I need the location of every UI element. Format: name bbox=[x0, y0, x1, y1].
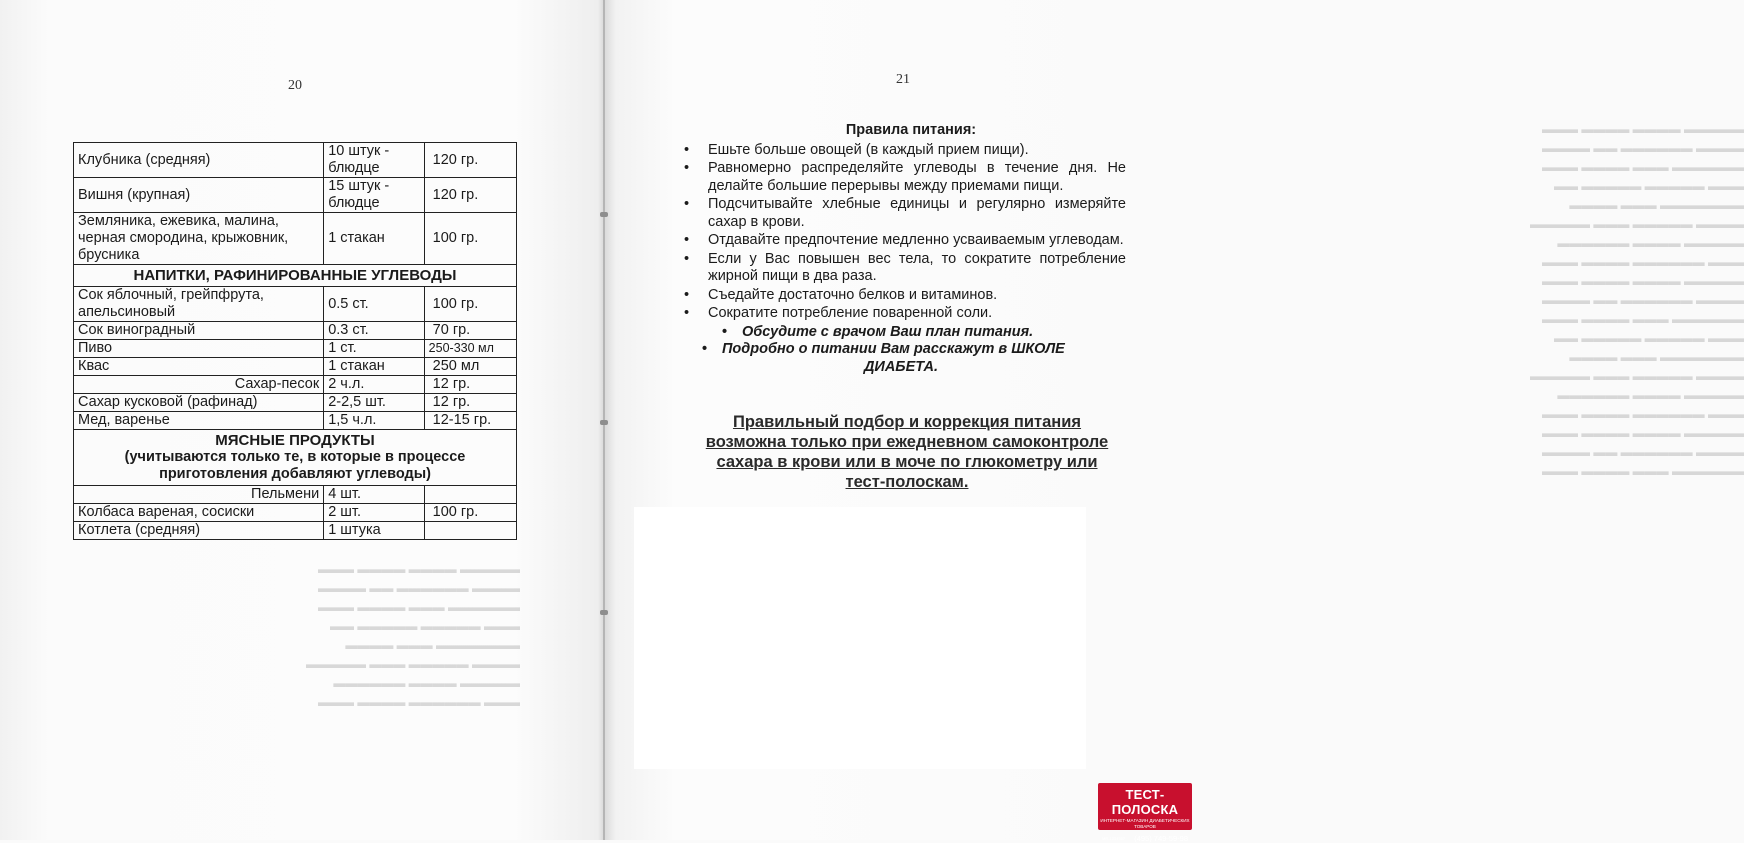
weight-cell bbox=[424, 522, 516, 540]
list-item: • Ешьте больше овощей (в каждый прием пищи). bbox=[684, 141, 1029, 158]
product-cell: Клубника (средняя) bbox=[74, 143, 324, 178]
weight-cell: 120 гр. bbox=[424, 178, 516, 213]
list-item: • Съедайте достаточно белков и витаминов. bbox=[684, 286, 998, 303]
table-row bbox=[74, 358, 517, 376]
weight-cell: 100 гр. bbox=[424, 287, 516, 322]
watermark-footer bbox=[1098, 834, 1192, 843]
emphasis-item: • Обсудите с врачом Ваш план питания. bbox=[722, 323, 1034, 340]
product-cell: Квас bbox=[74, 358, 324, 376]
table-section-header bbox=[74, 430, 517, 486]
table-row bbox=[74, 376, 517, 394]
quantity-cell: 10 штук - блюдце bbox=[324, 143, 424, 178]
page-number-right: 21 bbox=[896, 72, 910, 87]
watermark-phone: (495) 749-59-98 bbox=[1134, 834, 1188, 843]
staple-mark bbox=[600, 212, 608, 217]
bullet-icon: • bbox=[684, 141, 690, 158]
product-cell: Вишня (крупная) bbox=[74, 178, 324, 213]
table-row bbox=[74, 322, 517, 340]
bullet-icon: • bbox=[722, 323, 728, 340]
product-cell: Сок виноградный bbox=[74, 322, 324, 340]
weight-cell: 100 гр. bbox=[424, 504, 516, 522]
product-cell: Сахар кусковой (рафинад) bbox=[74, 394, 324, 412]
quantity-cell: 0.3 ст. bbox=[324, 322, 424, 340]
table-row bbox=[74, 143, 517, 178]
bullet-icon: • bbox=[684, 305, 690, 321]
section-title-meat: МЯСНЫЕ ПРОДУКТЫ (учитываются только те, в которые в процессе приготовления добавляют углеводы) bbox=[74, 430, 517, 486]
watermark-badge bbox=[1098, 783, 1192, 843]
carbohydrate-table bbox=[73, 142, 517, 540]
table-row bbox=[74, 178, 517, 213]
table-row bbox=[74, 486, 517, 504]
table-row bbox=[74, 504, 517, 522]
bleed-through-text: ▬▬▬▬▬ ▬▬▬▬ ▬▬▬▬ ▬▬▬ ▬▬▬▬ ▬▬▬▬▬▬ ▬▬ ▬▬▬▬ ▬▬▬▬▬▬ ▬▬▬ ▬▬▬▬ ▬▬▬ ▬▬▬ ▬▬▬▬▬ ▬▬▬▬▬ ▬▬ ▬▬▬▬▬▬▬ ▬▬▬ ▬▬▬▬ ▬▬▬▬ ▬▬▬▬▬ ▬▬▬ ▬▬▬▬▬ ▬▬▬▬▬ ▬▬▬▬ ▬▬▬▬▬▬ ▬▬▬ ▬▬▬▬▬▬ ▬▬▬▬ ▬▬▬ ▬▬▬▬▬ ▬▬▬▬ ▬▬▬▬ ▬▬▬ ▬▬▬▬ ▬▬▬▬▬▬ ▬▬ ▬▬▬▬ ▬▬▬▬▬▬ ▬▬▬ ▬▬▬▬ ▬▬▬ ▬▬▬ ▬▬▬▬▬ ▬▬▬▬▬ ▬▬ ▬▬▬▬▬▬▬ ▬▬▬ ▬▬▬▬ ▬▬▬▬ ▬▬▬▬▬ ▬▬▬ ▬▬▬▬▬ ▬▬▬▬▬ ▬▬▬▬ ▬▬▬▬▬▬ ▬▬▬ ▬▬▬▬▬▬ ▬▬▬▬ ▬▬▬ ▬▬▬▬▬ ▬▬▬▬ ▬▬▬▬ ▬▬▬ ▬▬▬▬ ▬▬▬▬▬▬ ▬▬ ▬▬▬▬ ▬▬▬▬▬▬ ▬▬▬ ▬▬▬▬ ▬▬▬ bbox=[1529, 122, 1744, 478]
quantity-cell: 1 ст. bbox=[324, 340, 424, 358]
section-title-drinks: НАПИТКИ, РАФИНИРОВАННЫЕ УГЛЕВОДЫ bbox=[74, 265, 517, 287]
table-row bbox=[74, 287, 517, 322]
watermark-code: MR-1234567 bbox=[1102, 836, 1126, 841]
quantity-cell: 0.5 ст. bbox=[324, 287, 424, 322]
weight-cell: 12 гр. bbox=[424, 376, 516, 394]
product-cell: Пельмени bbox=[74, 486, 324, 504]
page-number-left: 20 bbox=[288, 78, 302, 93]
bullet-icon: • bbox=[684, 196, 690, 212]
bullet-icon: • bbox=[684, 250, 690, 267]
quantity-cell: 1,5 ч.л. bbox=[324, 412, 424, 430]
quantity-cell: 4 шт. bbox=[324, 486, 424, 504]
quantity-cell: 1 стакан bbox=[324, 213, 424, 265]
product-cell: Котлета (средняя) bbox=[74, 522, 324, 540]
watermark-tagline: ИНТЕРНЕТ-МАГАЗИН ДИАБЕТИЧЕСКИХ ТОВАРОВ bbox=[1100, 818, 1190, 829]
list-item: • Равномерно распределяйте углеводы в течение дня. Не делайте большие перерывы между приемами пищи. bbox=[684, 160, 1126, 194]
list-item: • Если у Вас повышен вес тела, то сократите потребление жирной пищи в два раза. bbox=[684, 250, 1126, 284]
watermark-name: ТЕСТ-ПОЛОСКА bbox=[1111, 787, 1179, 817]
bullet-icon: • bbox=[702, 341, 708, 357]
quantity-cell: 15 штук - блюдце bbox=[324, 178, 424, 213]
rules-title: Правила питания: bbox=[845, 122, 977, 138]
bullet-icon: • bbox=[684, 286, 690, 303]
staple-mark bbox=[600, 610, 608, 615]
product-cell: Пиво bbox=[74, 340, 324, 358]
product-cell: Мед, варенье bbox=[74, 412, 324, 430]
weight-cell: 70 гр. bbox=[424, 322, 516, 340]
weight-cell: 250 мл bbox=[424, 358, 516, 376]
weight-cell: 100 гр. bbox=[424, 213, 516, 265]
staple-mark bbox=[600, 420, 608, 425]
bullet-icon: • bbox=[684, 160, 690, 176]
bullet-icon: • bbox=[684, 232, 690, 248]
table-section-header bbox=[74, 265, 517, 287]
self-control-callout: Правильный подбор и коррекция питания возможна только при ежедневном самоконтроле сахара в крови или в моче по глюкометру или тест-полоскам. bbox=[705, 413, 1109, 491]
table-row bbox=[74, 394, 517, 412]
product-cell: Земляника, ежевика, малина, черная смородина, крыжовник, брусника bbox=[74, 213, 324, 265]
weight-cell: 12 гр. bbox=[424, 394, 516, 412]
emphasis-item: • Подробно о питании Вам расскажут в ШКОЛЕ bbox=[702, 341, 1065, 357]
table-row bbox=[74, 522, 517, 540]
table-row bbox=[74, 412, 517, 430]
weight-cell: 12-15 гр. bbox=[424, 412, 516, 430]
weight-cell: 250-330 мл bbox=[424, 340, 516, 358]
emphasis-item-continued: ДИАБЕТА. bbox=[863, 358, 939, 375]
quantity-cell: 2 ч.л. bbox=[324, 376, 424, 394]
table-row bbox=[74, 340, 517, 358]
weight-cell bbox=[424, 486, 516, 504]
quantity-cell: 1 штука bbox=[324, 522, 424, 540]
weight-cell: 120 гр. bbox=[424, 143, 516, 178]
quantity-cell: 2-2,5 шт. bbox=[324, 394, 424, 412]
list-item: • Сократите потребление поваренной соли. bbox=[684, 305, 993, 321]
list-item: • Подсчитывайте хлебные единицы и регулярно измеряйте сахар в крови. bbox=[684, 196, 1126, 230]
bleed-through-text: ▬▬▬▬▬ ▬▬▬▬ ▬▬▬▬ ▬▬▬ ▬▬▬▬ ▬▬▬▬▬▬ ▬▬ ▬▬▬▬ ▬▬▬▬▬▬ ▬▬▬ ▬▬▬▬ ▬▬▬ ▬▬▬ ▬▬▬▬▬ ▬▬▬▬▬ ▬▬ ▬▬▬▬▬▬▬ ▬▬▬ ▬▬▬▬ ▬▬▬▬ ▬▬▬▬▬ ▬▬▬ ▬▬▬▬▬ ▬▬▬▬▬ ▬▬▬▬ ▬▬▬▬▬▬ ▬▬▬ ▬▬▬▬▬▬ ▬▬▬▬ ▬▬▬ bbox=[305, 562, 520, 709]
nutrition-rules bbox=[676, 122, 1126, 376]
product-cell: Сахар-песок bbox=[74, 376, 324, 394]
list-item: • Отдавайте предпочтение медленно усваиваемым углеводам. bbox=[684, 232, 1124, 248]
blank-area bbox=[634, 507, 1086, 769]
table-row bbox=[74, 213, 517, 265]
product-cell: Сок яблочный, грейпфрута, апельсиновый bbox=[74, 287, 324, 322]
product-cell: Колбаса вареная, сосиски bbox=[74, 504, 324, 522]
quantity-cell: 2 шт. bbox=[324, 504, 424, 522]
rules-list bbox=[676, 142, 1126, 323]
quantity-cell: 1 стакан bbox=[324, 358, 424, 376]
